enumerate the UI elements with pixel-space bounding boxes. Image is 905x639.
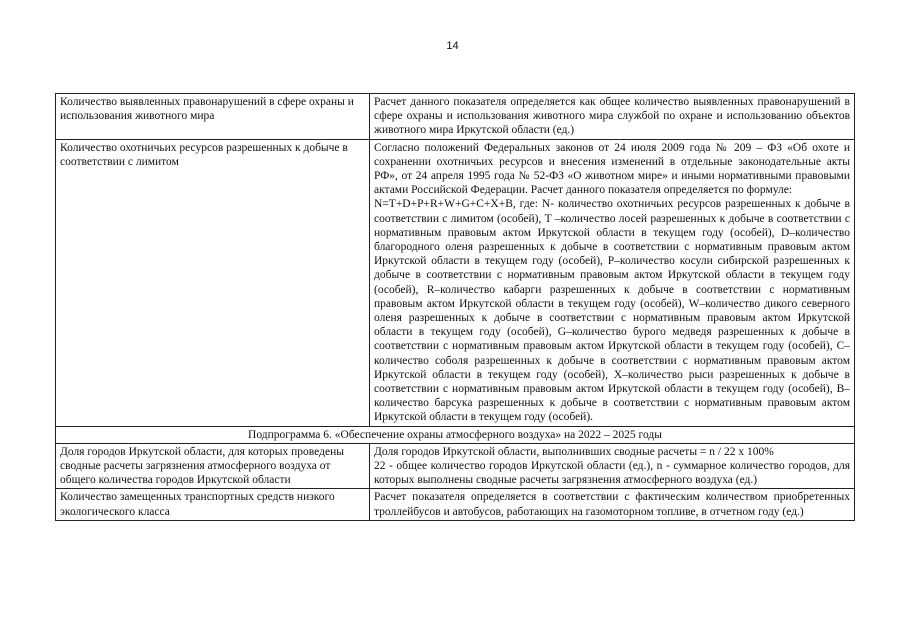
calculation-method-cell: [370, 139, 855, 426]
calculation-method: Расчет показателя определяется в соответствии с фактическим количеством приобретенных троллейбусов и автобусов, работающих на газомоторном топливе, в отчетном году (ед.): [370, 489, 855, 520]
subprogram-title: Подпрограмма 6. «Обеспечение охраны атмосферного воздуха» на 2022 – 2025 годы: [56, 426, 855, 443]
indicator-name: Количество замещенных транспортных средств низкого экологического класса: [56, 489, 370, 520]
page-number: 14: [446, 40, 459, 52]
calculation-formula: N=T+D+P+R+W+G+C+X+B, где: N- количество охотничьих ресурсов разрешенных к добыче в соответствии с лимитом (особей), T –количество лосей разрешенных к добыче в соответствии с нормативным правовым актом Иркутской области в текущем году (особей), D–количество благородного оленя разрешенных к добыче в соответствии с нормативным правовым актом Иркутской области в текущем году (особей), P–количество косули сибирской разрешенных к добыче в соответствии с нормативным правовым актом Иркутской области в текущем году (особей), R–количество кабарги разрешенных к добыче в соответствии с нормативным правовым актом Иркутской области в текущем году (особей), W–количество дикого северного оленя разрешенных к добыче в соответствии с нормативным правовым актом Иркутской области в текущем году (особей), G–количество бурого медведя разрешенных к добыче в соответствии с нормативным правовым актом Иркутской области в текущем году (особей), C–количество соболя разрешенных к добыче в соответствии с нормативным правовым актом Иркутской области в текущем году (особей), X–количество рыси разрешенных к добыче в соответствии с нормативным правовым актом Иркутской области в текущем году (особей), B–количество барсука разрешенных к добыче в соответствии с нормативным правовым актом Иркутской области в текущем году (особей).: [374, 198, 850, 424]
table-row: [56, 139, 855, 426]
calculation-method: Согласно положений Федеральных законов от 24 июля 2009 года № 209 – ФЗ «Об охоте и сохранении охотничьих ресурсов и внесения изменений в отдельные законодательные акты РФ», от 24 апреля 1995 года № 52-ФЗ «О животном мире» и иными нормативными правовыми актами Российской Федерации. Расчет данного показателя определяется по формуле:: [374, 141, 850, 197]
calculation-method-cell: [370, 443, 855, 489]
calculation-formula: Доля городов Иркутской области, выполнивших сводные расчеты = n / 22 x 100%: [374, 445, 774, 458]
indicator-name: Доля городов Иркутской области, для которых проведены сводные расчеты загрязнения атмосферного воздуха от общего количества городов Иркутской области: [56, 443, 370, 489]
section-row: [56, 426, 855, 443]
indicators-table: [55, 93, 855, 521]
indicator-name: Количество охотничьих ресурсов разрешенных к добыче в соответствии с лимитом: [56, 139, 370, 426]
calculation-method: Расчет данного показателя определяется как общее количество выявленных правонарушений в сфере охраны и использования животного мира службой по охране и использованию объектов животного мира Иркутской области (ед.): [370, 94, 855, 140]
indicator-name: Количество выявленных правонарушений в сфере охраны и использования животного мира: [56, 94, 370, 140]
table-row: [56, 489, 855, 520]
calculation-method: 22 - общее количество городов Иркутской области (ед.), n - суммарное количество городов, для которых выполнены сводные расчеты загрязнения атмосферного воздуха (ед.): [374, 460, 850, 487]
table-row: [56, 443, 855, 489]
table-row: [56, 94, 855, 140]
